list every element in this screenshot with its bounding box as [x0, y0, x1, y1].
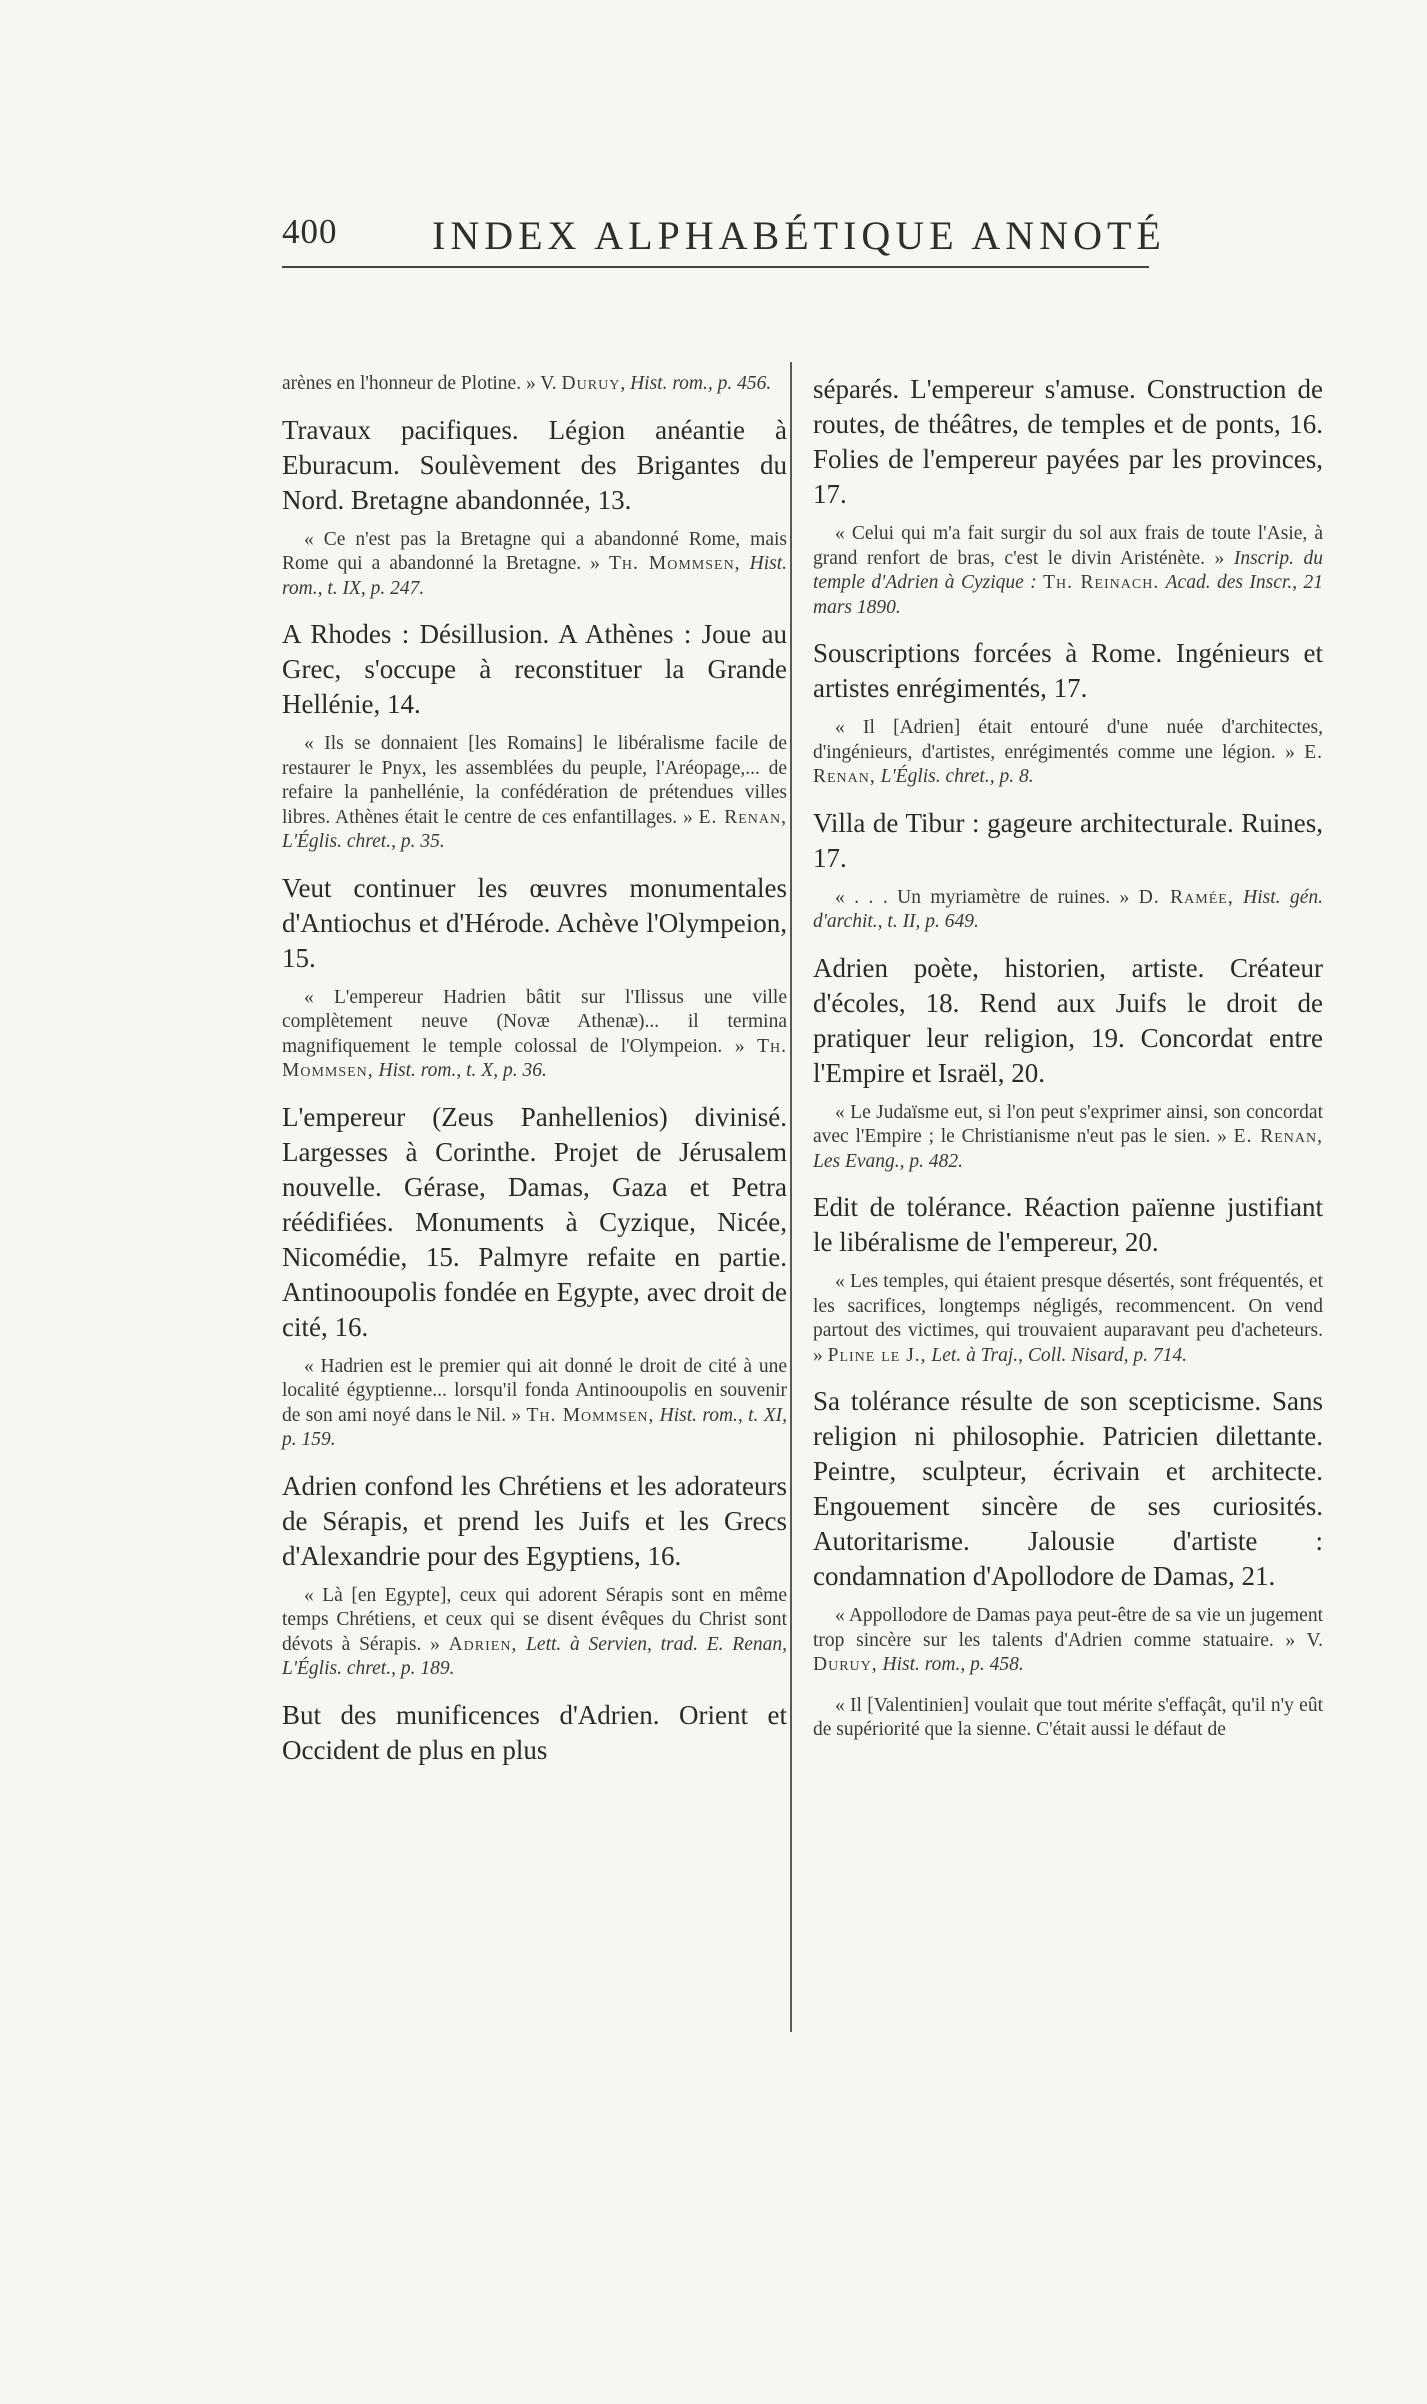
header-rule	[282, 266, 1149, 268]
summary-paragraph: séparés. L'empereur s'amuse. Construction de routes, de théâtres, de temples et de ponts, 16. Folies de l'empereur payées par les provinces, 17.	[813, 374, 1323, 509]
quote: « Ils se donnaient [les Romains] le libéralisme facile de restaurer le Pnyx, les assemblées du peuple, l'Aréopage,... de refaire la panhellénie, la confédération de prétendues villes libres. Athènes était le centre de ces enfantillages. » E. Renan, L'Églis. chret., p. 35.	[282, 733, 787, 852]
left-column	[282, 372, 787, 1778]
summary-paragraph: Travaux pacifiques. Légion anéantie à Eburacum. Soulèvement des Brigantes du Nord. Bretagne abandonnée, 13.	[282, 414, 787, 515]
quote: « Il [Valentinien] voulait que tout mérite s'effaçât, qu'il n'y eût de supériorité que la sienne. C'était aussi le défaut de	[813, 1694, 1323, 1740]
page-header	[282, 212, 1282, 262]
summary-paragraph: Villa de Tibur : gageure architecturale. Ruines, 17.	[813, 807, 1323, 873]
summary-paragraph: But des munificences d'Adrien. Orient et Occident de plus en plus	[282, 1699, 787, 1765]
quote: « Là [en Egypte], ceux qui adorent Sérapis sont en même temps Chrétiens, et ceux qui se disent évêques du Christ sont dévots à Sérapis. » Adrien, Lett. à Servien, trad. E. Renan, L'Églis. chret., p. 189.	[282, 1584, 787, 1679]
column-divider	[790, 362, 792, 2032]
page-number: 400	[282, 212, 338, 251]
quote: « Appollodore de Damas paya peut-être de sa vie un jugement trop sincère sur les talents d'Adrien comme statuaire. » V. Duruy, Hist. rom., p. 458.	[813, 1605, 1323, 1675]
quote: « Il [Adrien] était entouré d'une nuée d'architectes, d'ingénieurs, d'artistes, enrégimentés comme une légion. » E. Renan, L'Églis. chret., p. 8.	[813, 717, 1323, 787]
quote: arènes en l'honneur de Plotine. » V. Duruy, Hist. rom., p. 456.	[282, 373, 772, 394]
quote: « Celui qui m'a fait surgir du sol aux frais de toute l'Asie, à grand renfort de bras, c'est le divin Aristénète. » Inscrip. du temple d'Adrien à Cyzique : Th. Reinach. Acad. des Inscr., 21 mars 1890.	[813, 523, 1323, 618]
summary-paragraph: Edit de tolérance. Réaction païenne justifiant le libéralisme de l'empereur, 20.	[813, 1192, 1323, 1257]
quote: « . . . Un myriamètre de ruines. » D. Ramée, Hist. gén. d'archit., t. II, p. 649.	[813, 886, 1324, 932]
quote: « Les temples, qui étaient presque désertés, sont fréquentés, et les sacrifices, longtemps négligés, recommencent. On vend partout des victimes, qui trouvaient auparavant peu d'acheteurs. » Pline le J., Let. à Traj., Coll. Nisard, p. 714.	[813, 1271, 1323, 1366]
summary-paragraph: Souscriptions forcées à Rome. Ingénieurs et artistes enrégimentés, 17.	[813, 638, 1323, 703]
summary-paragraph: Sa tolérance résulte de son scepticisme. Sans religion ni philosophie. Patricien dilettante. Peintre, sculpteur, écrivain et architecte. Engouement sincère de ses curiosités. Autoritarisme. Jalousie d'artiste : condamnation d'Apollodore de Damas, 21.	[813, 1386, 1323, 1591]
quote: « Le Judaïsme eut, si l'on peut s'exprimer ainsi, son concordat avec l'Empire ; le Christianisme n'eut pas le sien. » E. Renan, Les Evang., p. 482.	[813, 1101, 1323, 1172]
summary-paragraph: A Rhodes : Désillusion. A Athènes : Joue au Grec, s'occupe à reconstituer la Grande Hellénie, 14.	[282, 619, 787, 719]
running-title: INDEX ALPHABÉTIQUE ANNOTÉ	[432, 213, 1166, 258]
quote: « L'empereur Hadrien bâtit sur l'Ilissus une ville complètement neuve (Novæ Athenæ)... il termina magnifiquement le temple colossal de l'Olympeion. » Th. Mommsen, Hist. rom., t. X, p. 36.	[282, 986, 787, 1081]
quote: « Ce n'est pas la Bretagne qui a abandonné Rome, mais Rome qui a abandonné la Bretagne. » Th. Mommsen, Hist. rom., t. IX, p. 247.	[282, 528, 787, 599]
summary-paragraph: Adrien confond les Chrétiens et les adorateurs de Sérapis, et prend les Juifs et les Grecs d'Alexandrie pour des Egyptiens, 16.	[282, 1470, 787, 1571]
quote: « Hadrien est le premier qui ait donné le droit de cité à une localité égyptienne... lorsqu'il fonda Antinooupolis en souvenir de son ami noyé dans le Nil. » Th. Mommsen, Hist. rom., t. XI, p. 159.	[282, 1355, 788, 1450]
summary-paragraph: L'empereur (Zeus Panhellenios) divinisé. Largesses à Corinthe. Projet de Jérusalem nouvelle. Gérase, Damas, Gaza et Petra réédifiées. Monuments à Cyzique, Nicée, Nicomédie, 15. Palmyre refaite en partie. Antinooupolis fondée en Egypte, avec droit de cité, 16.	[282, 1101, 787, 1342]
right-column	[813, 372, 1323, 1759]
summary-paragraph: Adrien poète, historien, artiste. Créateur d'écoles, 18. Rend aux Juifs le droit de pratiquer leur religion, 19. Concordat entre l'Empire et Israël, 20.	[813, 952, 1323, 1088]
summary-paragraph: Veut continuer les œuvres monumentales d'Antiochus et d'Hérode. Achève l'Olympeion, 15.	[282, 872, 787, 973]
